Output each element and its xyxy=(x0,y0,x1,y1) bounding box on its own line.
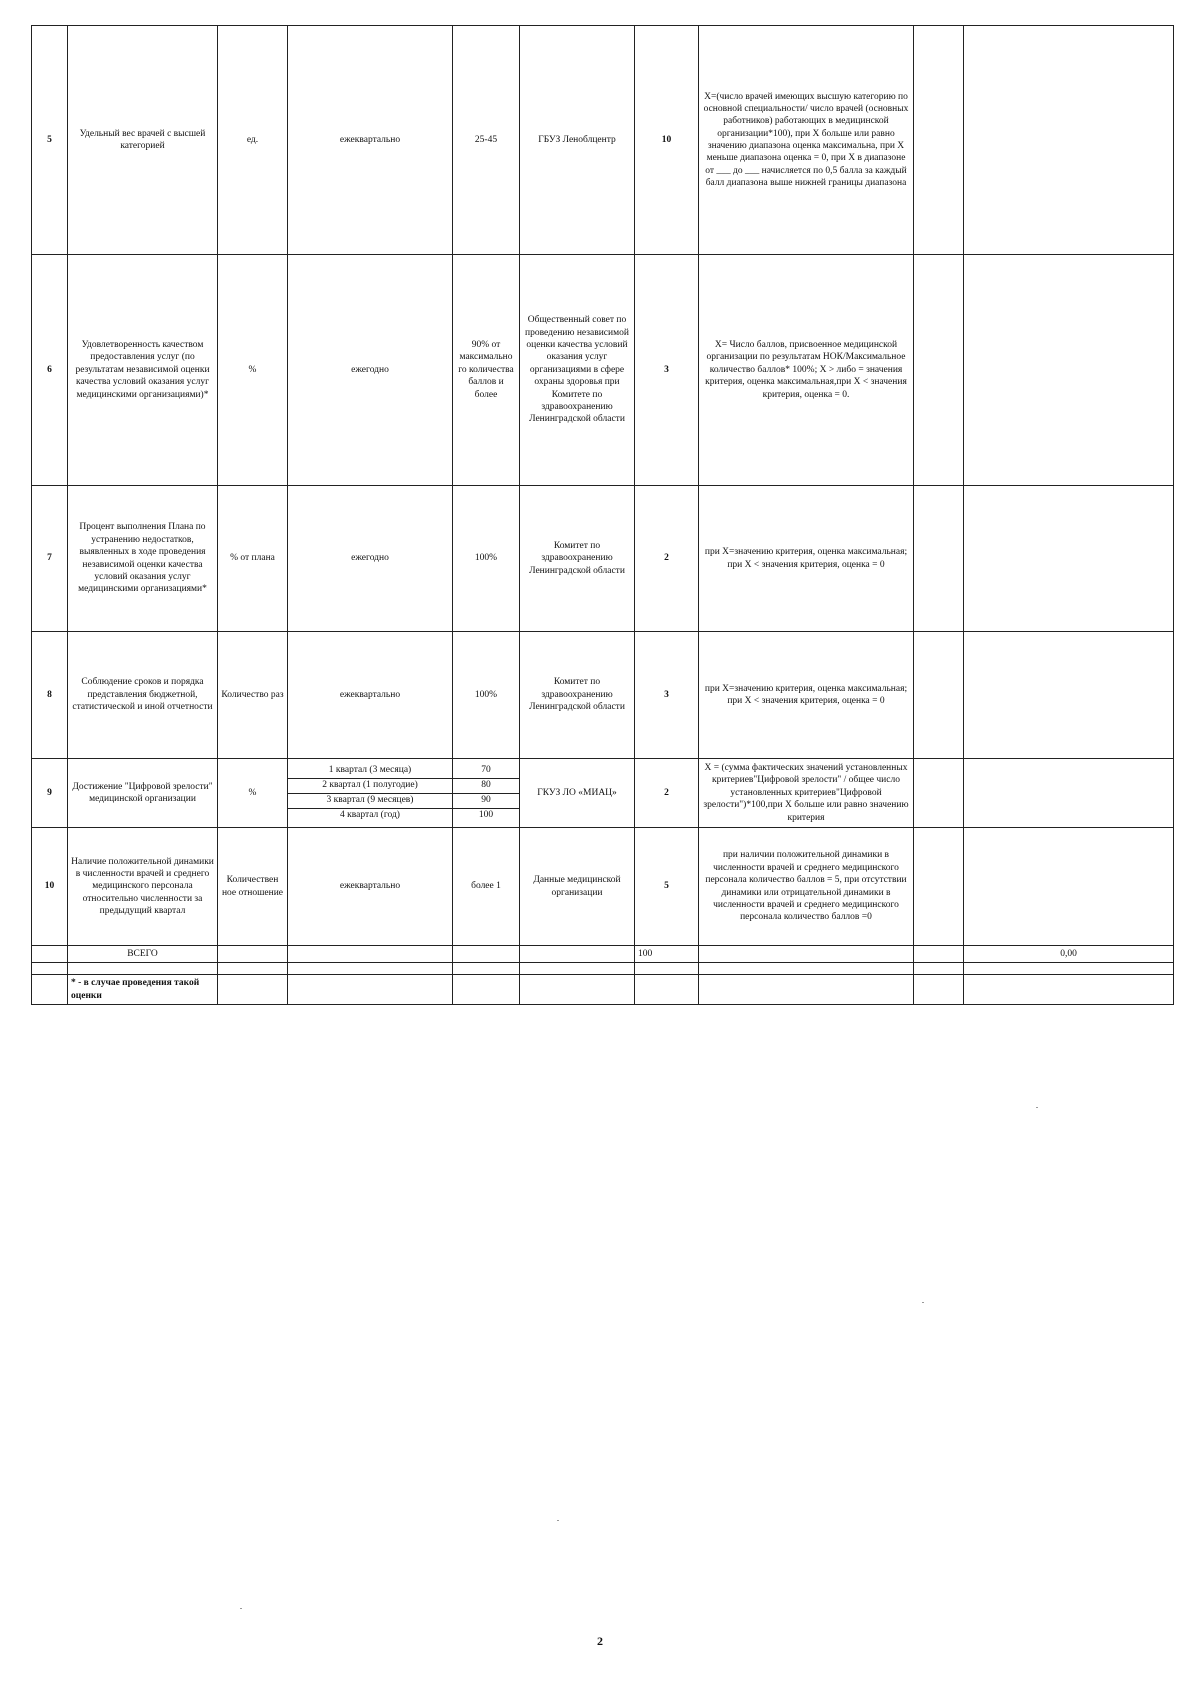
formula-cell: X= Число баллов, присвоенное медицинской организации по результатам НОК/Максимальное количество баллов* 100%; X > либо = значения критерия, оценка максимальная,при X < значения критерия, оценка = 0. xyxy=(699,255,914,486)
source-cell: Комитет по здравоохранению Ленинградской области xyxy=(520,632,635,759)
empty-cell xyxy=(32,946,68,963)
indicator-name: Соблюдение сроков и порядка представления бюджетной, статистической и иной отчетности xyxy=(68,632,218,759)
empty-cell xyxy=(964,486,1174,632)
quarter-period: 4 квартал (год) xyxy=(340,810,400,821)
period-quarters xyxy=(288,759,453,828)
empty-cell xyxy=(288,946,453,963)
empty-cell xyxy=(964,963,1174,975)
source-cell: ГБУЗ Леноблцентр xyxy=(520,26,635,255)
source-cell: ГКУЗ ЛО «МИАЦ» xyxy=(520,759,635,828)
empty-cell xyxy=(218,975,288,1005)
empty-cell xyxy=(288,975,453,1005)
table-row xyxy=(32,255,1174,486)
weight-cell: 10 xyxy=(635,26,699,255)
row-number: 8 xyxy=(32,632,68,759)
quarter-period: 3 квартал (9 месяцев) xyxy=(288,793,452,808)
empty-cell xyxy=(964,975,1174,1005)
weight-cell: 2 xyxy=(635,486,699,632)
empty-cell xyxy=(914,486,964,632)
weight-cell: 5 xyxy=(635,828,699,946)
row-number: 7 xyxy=(32,486,68,632)
source-cell: Комитет по здравоохранению Ленинградской области xyxy=(520,486,635,632)
empty-cell xyxy=(699,946,914,963)
total-score: 0,00 xyxy=(964,946,1174,963)
period-cell: ежеквартально xyxy=(288,632,453,759)
empty-cell xyxy=(288,963,453,975)
empty-cell xyxy=(699,963,914,975)
empty-cell xyxy=(964,632,1174,759)
target-quarters xyxy=(453,759,520,828)
formula-cell: при X=значению критерия, оценка максимальная; при X < значения критерия, оценка = 0 xyxy=(699,486,914,632)
empty-cell xyxy=(520,946,635,963)
scan-speck xyxy=(922,1302,924,1303)
unit-cell: Количество раз xyxy=(218,632,288,759)
target-cell: 100% xyxy=(453,632,520,759)
empty-cell xyxy=(68,963,218,975)
indicator-name: Достижение "Цифровой зрелости" медицинской организации xyxy=(68,759,218,828)
empty-cell xyxy=(914,255,964,486)
empty-cell xyxy=(453,975,520,1005)
unit-cell: Количествен ное отношение xyxy=(218,828,288,946)
weight-cell: 3 xyxy=(635,632,699,759)
period-cell: ежегодно xyxy=(288,255,453,486)
page-number: 2 xyxy=(597,1634,603,1648)
empty-cell xyxy=(964,255,1174,486)
total-label: ВСЕГО xyxy=(68,946,218,963)
weight-cell: 3 xyxy=(635,255,699,486)
table-row xyxy=(32,759,1174,828)
empty-cell xyxy=(914,946,964,963)
empty-cell xyxy=(914,828,964,946)
footnote: * - в случае проведения такой оценки xyxy=(68,975,218,1005)
empty-cell xyxy=(218,946,288,963)
scan-speck xyxy=(557,1520,559,1521)
unit-cell: ед. xyxy=(218,26,288,255)
row-number: 6 xyxy=(32,255,68,486)
empty-cell xyxy=(32,975,68,1005)
empty-cell xyxy=(635,975,699,1005)
empty-cell xyxy=(914,963,964,975)
empty-cell xyxy=(699,975,914,1005)
target-cell: 25-45 xyxy=(453,26,520,255)
quarter-period: 1 квартал (3 месяца) xyxy=(288,764,452,779)
row-number: 5 xyxy=(32,26,68,255)
indicator-name: Удовлетворенность качеством предоставления услуг (по результатам независимой оценки качества условий оказания услуг медицинскими организациями)* xyxy=(68,255,218,486)
unit-cell: % xyxy=(218,255,288,486)
quarter-period: 2 квартал (1 полугодие) xyxy=(288,778,452,793)
unit-cell: % от плана xyxy=(218,486,288,632)
table-row xyxy=(32,26,1174,255)
row-number: 10 xyxy=(32,828,68,946)
table-row xyxy=(32,828,1174,946)
formula-cell: X=(число врачей имеющих высшую категорию по основной специальности/ число врачей (основных работников) работающих в медицинской организации*100), при X больше или равно значению диапазона оценка максимальна, при X меньше диапазона оценка = 0, при X в диапазоне от ___ до ___ начисляется по 0,5 балла за каждый балл диапазона выше нижней границы диапазона xyxy=(699,26,914,255)
target-cell: 90% от максимально го количества баллов и более xyxy=(453,255,520,486)
total-row xyxy=(32,946,1174,963)
formula-text: X = (сумма фактических значений установленных критериев"Цифровой зрелости" / общее число установленных критериев"Цифровой зрелости")*100,при X больше или равно значению критерия xyxy=(703,763,909,823)
target-cell: 100% xyxy=(453,486,520,632)
empty-cell xyxy=(520,963,635,975)
empty-cell xyxy=(453,963,520,975)
footnote-row xyxy=(32,975,1174,1005)
quarter-target: 70 xyxy=(453,764,519,779)
empty-cell xyxy=(914,632,964,759)
scan-speck xyxy=(240,1608,242,1609)
quarter-target: 90 xyxy=(453,793,519,808)
weight-cell: 2 xyxy=(635,759,699,828)
empty-cell xyxy=(964,759,1174,828)
table-row xyxy=(32,486,1174,632)
table-row xyxy=(32,632,1174,759)
empty-cell xyxy=(914,26,964,255)
empty-cell xyxy=(635,963,699,975)
blank-row xyxy=(32,963,1174,975)
empty-cell xyxy=(32,963,68,975)
indicator-name: Процент выполнения Плана по устранению недостатков, выявленных в ходе проведения независимой оценки качества условий оказания услуг медицинскими организациями* xyxy=(68,486,218,632)
formula-cell xyxy=(699,759,914,828)
empty-cell xyxy=(914,975,964,1005)
source-cell: Общественный совет по проведению независимой оценки качества условий оказания услуг организациями в сфере охраны здоровья при Комитете по здравоохранению Ленинградской области xyxy=(520,255,635,486)
formula-cell: при наличии положительной динамики в численности врачей и среднего медицинского персонала количество баллов = 5, при отсутствии динамики или отрицательной динамики в численности врачей и среднего медицинского персонала количество баллов =0 xyxy=(699,828,914,946)
empty-cell xyxy=(914,759,964,828)
empty-cell xyxy=(453,946,520,963)
quarter-target: 100 xyxy=(478,810,494,821)
empty-cell xyxy=(218,963,288,975)
empty-cell xyxy=(964,828,1174,946)
target-cell: более 1 xyxy=(453,828,520,946)
indicator-name: Удельный вес врачей с высшей категорией xyxy=(68,26,218,255)
source-cell: Данные медицинской организации xyxy=(520,828,635,946)
empty-cell xyxy=(520,975,635,1005)
period-cell: ежеквартально xyxy=(288,828,453,946)
formula-cell: при X=значению критерия, оценка максимальная; при X < значения критерия, оценка = 0 xyxy=(699,632,914,759)
row-number: 9 xyxy=(32,759,68,828)
unit-cell: % xyxy=(218,759,288,828)
total-weight: 100 xyxy=(635,946,699,963)
quarter-target: 80 xyxy=(453,778,519,793)
indicators-table xyxy=(31,25,1174,1005)
indicator-name: Наличие положительной динамики в численности врачей и среднего медицинского персонала относительно численности за предыдущий квартал xyxy=(68,828,218,946)
period-cell: ежеквартально xyxy=(288,26,453,255)
period-cell: ежегодно xyxy=(288,486,453,632)
scan-speck xyxy=(1036,1107,1038,1108)
empty-cell xyxy=(964,26,1174,255)
